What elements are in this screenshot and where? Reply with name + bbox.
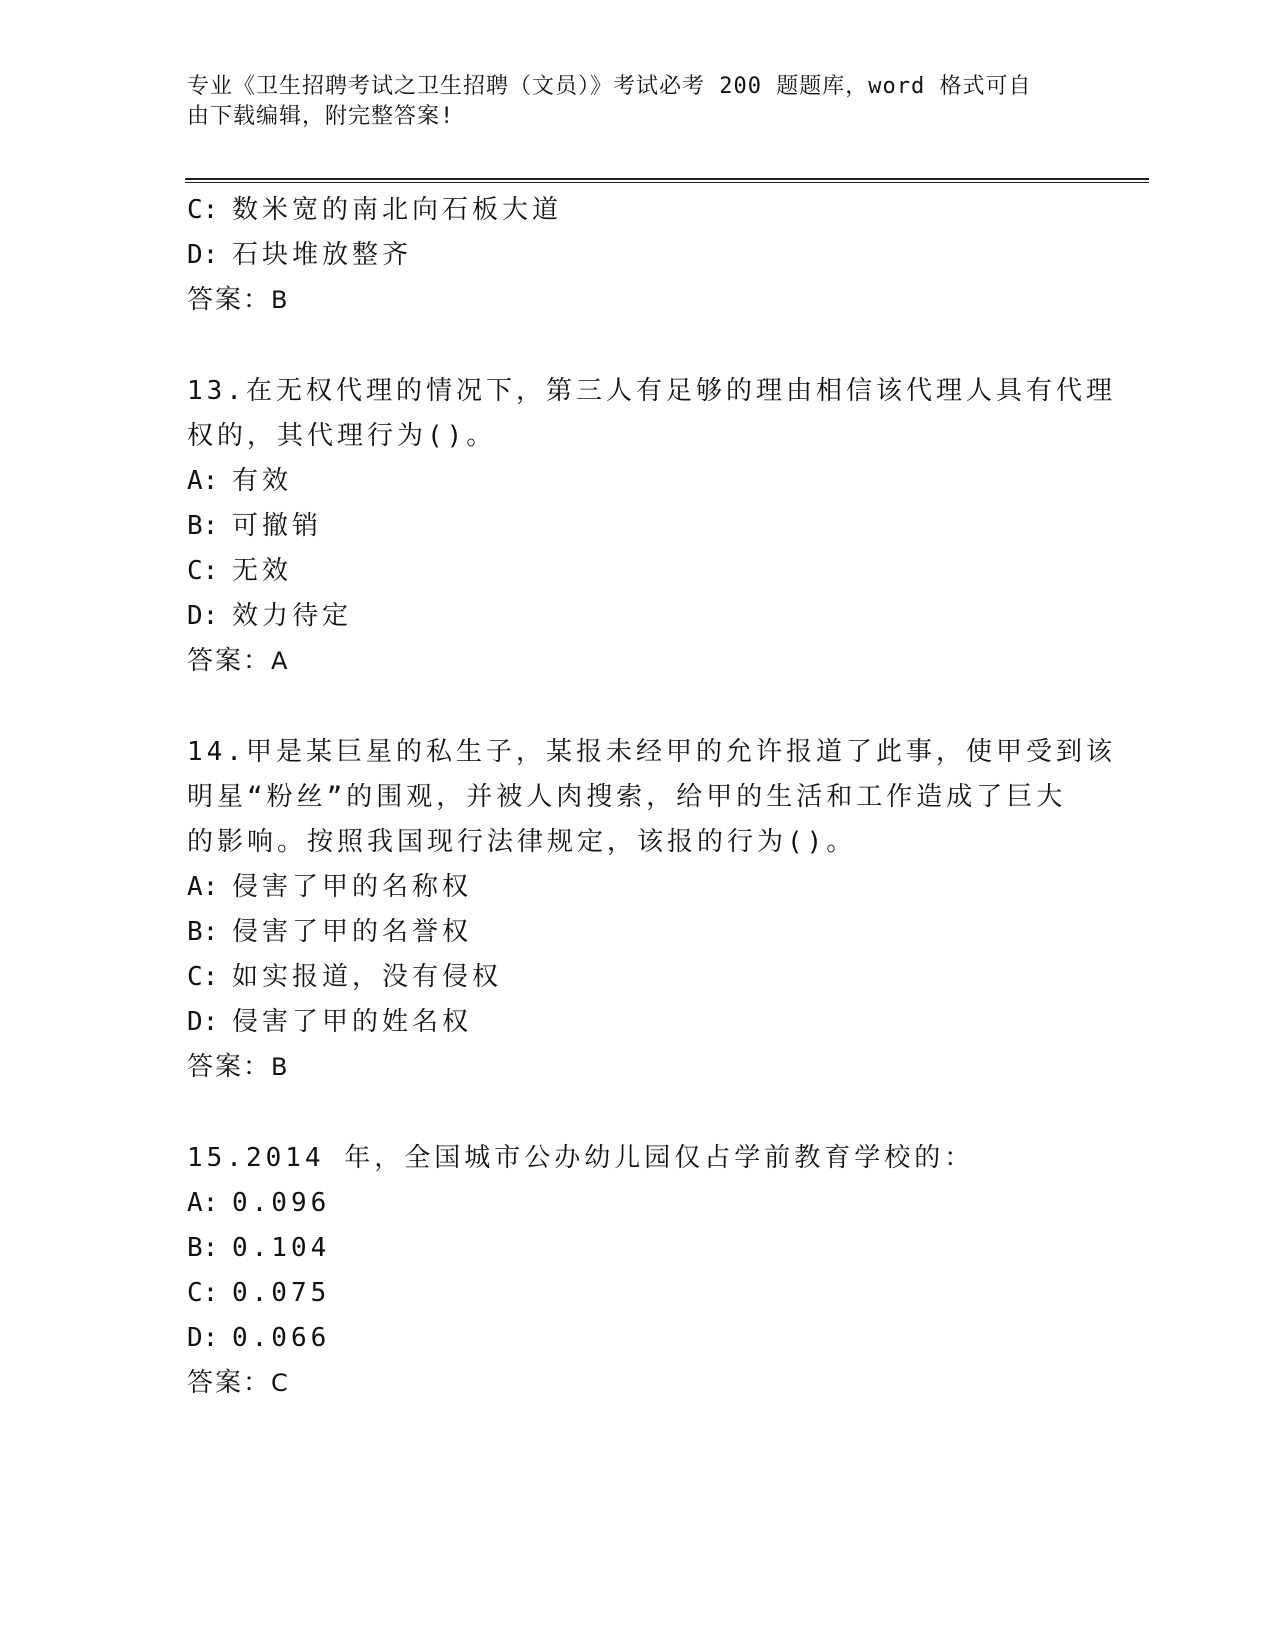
option-d xyxy=(187,233,1087,278)
option-label: D: xyxy=(187,240,219,270)
option-label: B: xyxy=(187,511,219,541)
option-text: 侵害了甲的姓名权 xyxy=(232,1007,473,1037)
header-line-1: 专业《卫生招聘考试之卫生招聘（文员）》考试必考 200 题题库，word 格式可自 xyxy=(187,74,1032,99)
option-a xyxy=(187,1181,1087,1226)
option-a xyxy=(187,459,1087,504)
option-label: D: xyxy=(187,1007,219,1037)
continued-question xyxy=(187,188,1087,323)
answer-label: 答案： xyxy=(187,1052,272,1082)
option-text: 石块堆放整齐 xyxy=(232,240,413,270)
question-text-line: 13.在无权代理的情况下，第三人有足够的理由相信该代理人具有代理 xyxy=(187,376,1116,406)
question-13 xyxy=(187,369,1116,684)
option-label: D: xyxy=(187,1323,219,1353)
answer-line xyxy=(187,1361,1087,1406)
question-text-line: 明星“粉丝”的围观，并被人肉搜索，给甲的生活和工作造成了巨大 xyxy=(187,782,1067,812)
question-14 xyxy=(187,730,1116,1090)
option-c xyxy=(187,188,1087,233)
option-b xyxy=(187,504,1087,549)
option-text: 0.104 xyxy=(232,1233,331,1263)
document-header xyxy=(187,72,1067,132)
option-label: A: xyxy=(187,872,219,902)
option-label: A: xyxy=(187,1188,219,1218)
option-text: 效力待定 xyxy=(232,601,353,631)
answer-value: B xyxy=(271,1053,288,1081)
option-d xyxy=(187,594,1087,639)
option-text: 侵害了甲的名誉权 xyxy=(232,917,473,947)
option-d xyxy=(187,1316,1087,1361)
option-label: A: xyxy=(187,466,219,496)
question-15 xyxy=(187,1136,1087,1406)
option-text: 0.096 xyxy=(232,1188,331,1218)
option-text: 侵害了甲的名称权 xyxy=(232,872,473,902)
option-c xyxy=(187,549,1087,594)
question-content xyxy=(187,188,1116,1406)
option-a xyxy=(187,865,1087,910)
answer-line xyxy=(187,1045,1087,1090)
option-b xyxy=(187,1226,1087,1271)
option-text: 数米宽的南北向石板大道 xyxy=(232,195,563,225)
option-label: D: xyxy=(187,601,219,631)
option-text: 可撤销 xyxy=(232,511,323,541)
question-text-line: 15.2014 年，全国城市公办幼儿园仅占学前教育学校的： xyxy=(187,1143,975,1173)
option-label: C: xyxy=(187,195,219,225)
answer-line xyxy=(187,639,1087,684)
option-text: 0.075 xyxy=(232,1278,331,1308)
header-divider-thin xyxy=(185,182,1149,183)
answer-label: 答案： xyxy=(187,285,272,315)
option-label: C: xyxy=(187,556,219,586)
answer-label: 答案： xyxy=(187,1368,272,1398)
answer-value: C xyxy=(271,1369,288,1397)
question-text-line: 权的，其代理行为()。 xyxy=(187,421,497,451)
answer-value: A xyxy=(271,647,288,675)
answer-line xyxy=(187,278,1087,323)
header-line-2: 由下载编辑，附完整答案! xyxy=(187,104,455,129)
answer-value: B xyxy=(271,286,288,314)
option-label: C: xyxy=(187,962,219,992)
header-divider-thick xyxy=(185,178,1149,180)
option-c xyxy=(187,955,1087,1000)
question-text-line: 的影响。按照我国现行法律规定，该报的行为()。 xyxy=(187,827,857,857)
option-label: B: xyxy=(187,1233,219,1263)
option-text: 0.066 xyxy=(232,1323,331,1353)
option-c xyxy=(187,1271,1087,1316)
option-text: 有效 xyxy=(232,466,293,496)
option-label: C: xyxy=(187,1278,219,1308)
option-text: 如实报道，没有侵权 xyxy=(232,962,503,992)
option-label: B: xyxy=(187,917,219,947)
option-d xyxy=(187,1000,1087,1045)
option-text: 无效 xyxy=(232,556,293,586)
question-text-line: 14.甲是某巨星的私生子，某报未经甲的允许报道了此事，使甲受到该 xyxy=(187,737,1116,767)
option-b xyxy=(187,910,1087,955)
answer-label: 答案： xyxy=(187,646,272,676)
